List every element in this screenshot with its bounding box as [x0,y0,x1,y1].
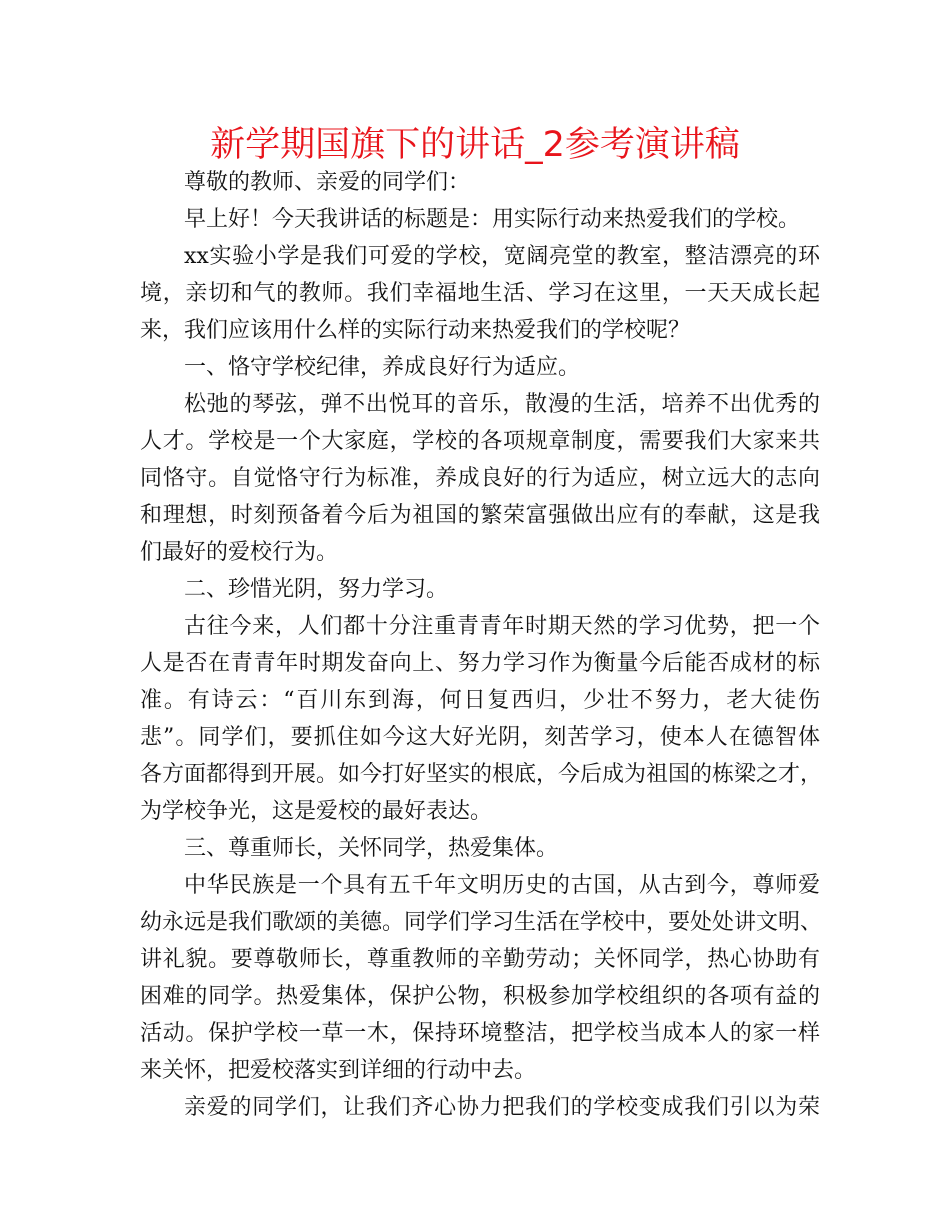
paragraph-line: 来关怀，把爱校落实到详细的行动中去。 [140,1058,537,1083]
paragraph-line: 人才。学校是一个大家庭，学校的各项规章制度，需要我们大家来共 [140,429,820,454]
paragraph-line: 讲礼貌。要尊敬师长，尊重教师的辛勤劳动；关怀同学，热心协助有 [140,947,820,972]
salutation-line: 尊敬的教师、亲爱的同学们： [184,170,471,195]
paragraph-line: 中华民族是一个具有五千年文明历史的古国，从古到今，尊师爱 [184,873,820,898]
paragraph-line: 幼永远是我们歌颂的美德。同学们学习生活在学校中，要处处讲文明、 [140,910,823,935]
paragraph-line: 境，亲切和气的教师。我们幸福地生活、学习在这里，一天天成长起 [140,281,820,306]
paragraph-line: 准。有诗云：“百川东到海，何日复西归，少壮不努力，老大徒伤 [140,688,820,713]
paragraph-line: 和理想，时刻预备着今后为祖国的繁荣富强做出应有的奉献，这是我 [140,503,820,528]
paragraph-line: 松弛的琴弦，弹不出悦耳的音乐，散漫的生活，培养不出优秀的 [184,392,820,417]
document-title: 新学期国旗下的讲话_2参考演讲稿 [210,125,740,165]
paragraph-line: xx实验小学是我们可爱的学校，宽阔亮堂的教室，整洁漂亮的环 [184,244,820,269]
section-heading-3: 三、尊重师长，关怀同学，热爱集体。 [184,836,559,861]
paragraph-line: 为学校争光，这是爱校的最好表达。 [140,799,493,824]
paragraph-line: 人是否在青青年时期发奋向上、努力学习作为衡量今后能否成材的标 [140,651,820,676]
paragraph-line: 活动。保护学校一草一木，保持环境整洁，把学校当成本人的家一样 [140,1021,820,1046]
section-heading-2: 二、珍惜光阴，努力学习。 [184,577,449,602]
greeting-line: 早上好！今天我讲话的标题是：用实际行动来热爱我们的学校。 [184,207,801,232]
paragraph-line: 各方面都得到开展。如今打好坚实的根底，今后成为祖国的栋梁之才， [140,762,823,787]
paragraph-line: 同恪守。自觉恪守行为标准，养成良好的行为适应，树立远大的志向 [140,466,820,491]
paragraph-line: 们最好的爱校行为。 [140,540,339,565]
paragraph-line: 来，我们应该用什么样的实际行动来热爱我们的学校呢？ [140,318,691,343]
section-heading-1: 一、恪守学校纪律，养成良好行为适应。 [184,355,581,380]
paragraph-line: 古往今来，人们都十分注重青青年时期天然的学习优势，把一个 [184,614,820,639]
document-body [140,164,823,1126]
paragraph-line: 亲爱的同学们，让我们齐心协力把我们的学校变成我们引以为荣 [184,1095,820,1120]
paragraph-line: 悲”。同学们，要抓住如今这大好光阴，刻苦学习，使本人在德智体 [140,725,820,750]
paragraph-line: 困难的同学。热爱集体，保护公物，积极参加学校组织的各项有益的 [140,984,820,1009]
